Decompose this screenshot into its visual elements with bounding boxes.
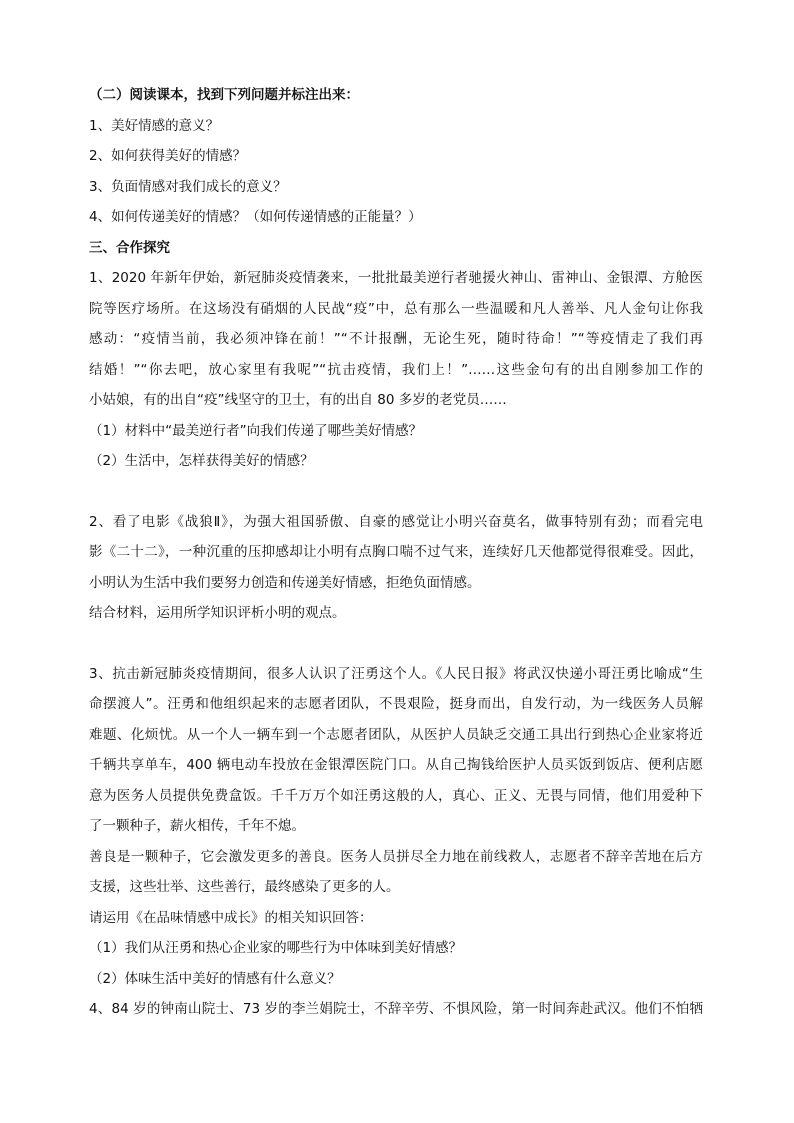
blank-answer-space: [89, 629, 703, 659]
section-2-heading: （二）阅读课本，找到下列问题并标注出来：: [89, 87, 359, 103]
item-2-line-3: 小明认为生活中我们要努力创造和传递美好情感，拒绝负面情感。: [89, 574, 481, 591]
reading-question-4: 4、如何传递美好的情感？（如何传递情感的正能量？）: [89, 209, 422, 225]
item-2-line-1: 2、看了电影《战狼Ⅱ》，为强大祖国骄傲、自豪的感觉让小明兴奋莫名，做事特别有劲；而看完电: [89, 513, 703, 530]
item-1-line-3: 感动：“疫情当前，我必须冲锋在前！”“不计报酬，无论生死，随时待命！”“等疫情走了我们再: [89, 331, 703, 347]
document-page: [89, 80, 703, 1025]
item-3-line-2: 命摆渡人”。汪勇和他组织起来的志愿者团队，不畏艰险，挺身而出，自发行动，为一线医务人员解: [89, 696, 703, 712]
item-1-question-1: （1）材料中“最美逆行者”向我们传递了哪些美好情感？: [89, 422, 423, 439]
reading-question-2: 2、如何获得美好的情感？: [89, 148, 247, 164]
item-1-line-4: 结婚！”“你去吧，放心家里有我呢”“抗击疫情，我们上！”……这些金句有的出自刚参加工作的: [89, 361, 703, 378]
item-1-line-1: 1、2020 年新年伊始，新冠肺炎疫情袭来，一批批最美逆行者驰援火神山、雷神山、金银潭、方舱医: [89, 270, 703, 286]
item-1-line-5: 小姑娘，有的出自“疫”线坚守的卫士，有的出自 80 多岁的老党员……: [89, 392, 507, 408]
item-3-line-1: 3、抗击新冠肺炎疫情期间，很多人认识了汪勇这个人。《人民日报》将武汉快递小哥汪勇比喻成“生: [89, 665, 703, 682]
item-3-paragraph-2-line-2: 支援，这些壮举、这些善行，最终感染了更多的人。: [89, 879, 400, 895]
blank-answer-space: [89, 477, 703, 507]
item-3-line-5: 意为医务人员提供免费盒饭。千千万万个如汪勇这般的人，真心、正义、无畏与同情，他们用爱种下: [89, 787, 703, 804]
item-3-line-6: 了一颗种子，薪火相传，千年不熄。: [89, 818, 305, 834]
item-4-line-1: 4、84 岁的钟南山院士、73 岁的李兰娟院士，不辞辛劳、不惧风险，第一时间奔赴武汉。他们不怕牺: [89, 1001, 703, 1017]
item-2-line-2: 影《二十二》，一种沉重的压抑感却让小明有点胸口喘不过气来，连续好几天他都觉得很难受。因此，: [89, 544, 703, 560]
item-3-paragraph-2-line-1: 善良是一颗种子，它会激发更多的善良。医务人员拼尽全力地在前线救人，志愿者不辞辛苦地在后方: [89, 848, 703, 865]
item-1-line-2: 院等医疗场所。在这场没有硝烟的人民战“疫”中，总有那么一些温暖和凡人善举、凡人金句让你我: [89, 300, 703, 317]
item-2-task: 结合材料，运用所学知识评析小明的观点。: [89, 605, 346, 621]
item-3-question-1: （1）我们从汪勇和热心企业家的哪些行为中体味到美好情感？: [89, 940, 463, 956]
item-1-question-2: （2）生活中，怎样获得美好的情感？: [89, 453, 314, 469]
item-3-task: 请运用《在品味情感中成长》的相关知识回答：: [89, 909, 373, 926]
section-3-heading: 三、合作探究: [89, 239, 170, 256]
item-3-question-2: （2）体味生活中美好的情感有什么意义？: [89, 970, 341, 987]
reading-question-3: 3、负面情感对我们成长的意义？: [89, 178, 287, 195]
reading-question-1: 1、美好情感的意义？: [89, 117, 220, 134]
item-3-line-4: 千辆共享单车，400 辆电动车投放在金银潭医院门口。从自己掏钱给医护人员买饭到饭店、便利店愿: [89, 757, 703, 773]
item-3-line-3: 难题、化烦忧。从一个人一辆车到一个志愿者团队，从医护人员缺乏交通工具出行到热心企业家将近: [89, 726, 703, 743]
